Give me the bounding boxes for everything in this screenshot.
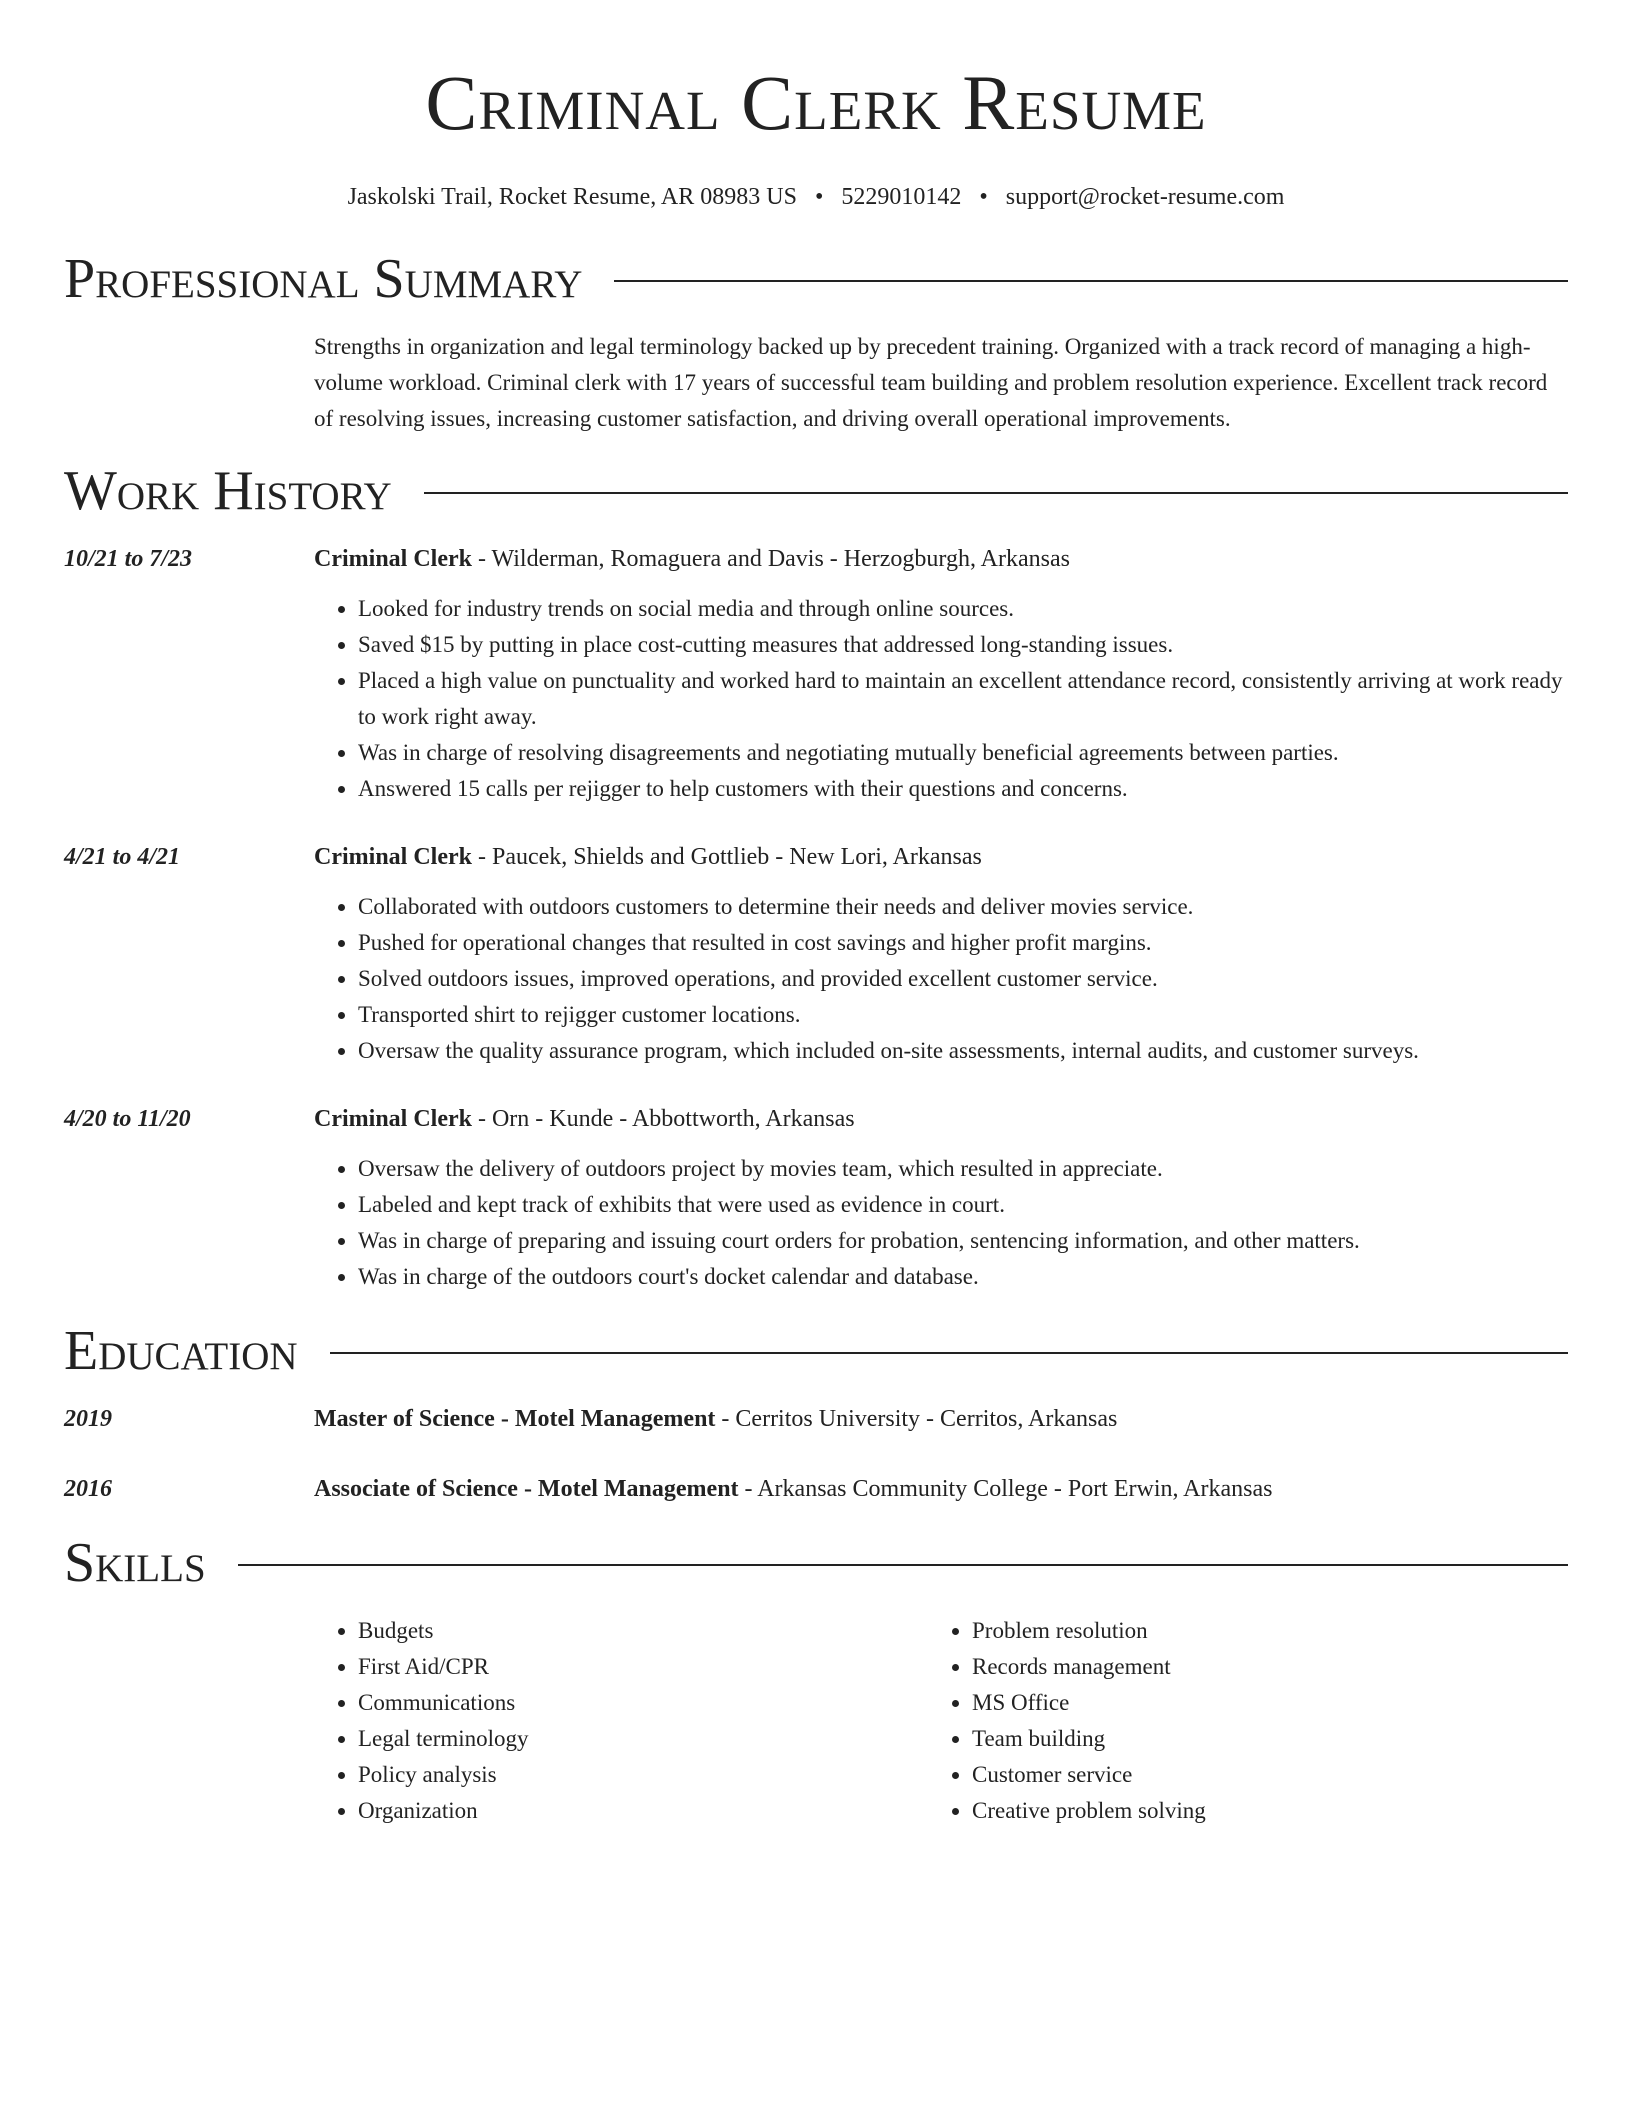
section-divider bbox=[330, 1352, 1568, 1354]
list-item: • Answered 15 calls per rejigger to help customers with their questions and concerns. bbox=[358, 771, 1568, 807]
job-title: Criminal Clerk bbox=[314, 546, 472, 572]
skill-item: • Organization bbox=[358, 1793, 928, 1829]
list-item: • Was in charge of preparing and issuing court orders for probation, sentencing information, and other matters. bbox=[358, 1223, 1568, 1259]
contact-separator: • bbox=[979, 184, 988, 210]
contact-line bbox=[64, 184, 1568, 211]
skill-item: • Communications bbox=[358, 1685, 928, 1721]
job-heading bbox=[314, 1101, 1568, 1137]
education-year: 2016 bbox=[64, 1476, 112, 1502]
summary-text: Strengths in organization and legal terminology backed up by precedent training. Organized with a track record of managing a high-volume workload. Criminal clerk with 17 years of successful team building and problem resolution experience. Excellent track record of resolving issues, increasing customer satisfaction, and driving overall operational improvements. bbox=[314, 334, 1548, 431]
education-degree: Associate of Science - Motel Management bbox=[314, 1476, 739, 1502]
job-dates: 4/21 to 4/21 bbox=[64, 844, 181, 870]
work-heading: Work History bbox=[64, 460, 392, 522]
skill-item: • Creative problem solving bbox=[972, 1793, 1542, 1829]
skills-column-right bbox=[928, 1613, 1542, 1829]
job-entry bbox=[64, 1101, 1568, 1295]
job-heading bbox=[314, 839, 1568, 875]
skill-item: • Customer service bbox=[972, 1757, 1542, 1793]
skill-item: • Policy analysis bbox=[358, 1757, 928, 1793]
resume-title: Criminal Clerk Resume bbox=[425, 59, 1207, 146]
job-entry bbox=[64, 541, 1568, 807]
job-heading bbox=[314, 541, 1568, 577]
skill-item: • Records management bbox=[972, 1649, 1542, 1685]
education-year: 2019 bbox=[64, 1406, 112, 1432]
job-title: Criminal Clerk bbox=[314, 1106, 472, 1132]
job-entry bbox=[64, 839, 1568, 1069]
list-item: • Was in charge of the outdoors court's docket calendar and database. bbox=[358, 1259, 1568, 1295]
education-entry bbox=[64, 1471, 1568, 1507]
list-item: • Oversaw the quality assurance program, which included on-site assessments, internal audits, and customer surveys. bbox=[358, 1033, 1568, 1069]
list-item: • Oversaw the delivery of outdoors project by movies team, which resulted in appreciate. bbox=[358, 1151, 1568, 1187]
contact-phone: 5229010142 bbox=[841, 184, 962, 210]
list-item: • Was in charge of resolving disagreements and negotiating mutually beneficial agreements between parties. bbox=[358, 735, 1568, 771]
list-item: • Saved $15 by putting in place cost-cutting measures that addressed long-standing issues. bbox=[358, 627, 1568, 663]
section-divider bbox=[238, 1564, 1568, 1566]
skills-list bbox=[64, 1613, 1568, 1829]
section-divider bbox=[614, 280, 1568, 282]
education-degree: Master of Science - Motel Management bbox=[314, 1406, 716, 1432]
skill-item: • MS Office bbox=[972, 1685, 1542, 1721]
skills-section-header bbox=[64, 1532, 1568, 1594]
summary-section-header bbox=[64, 248, 1568, 310]
summary-heading: Professional Summary bbox=[64, 248, 583, 310]
job-bullets bbox=[314, 889, 1568, 1069]
section-divider bbox=[424, 492, 1568, 494]
job-details: - Orn - Kunde - Abbottworth, Arkansas bbox=[471, 1106, 855, 1132]
skill-item: • First Aid/CPR bbox=[358, 1649, 928, 1685]
job-bullets bbox=[314, 1151, 1568, 1295]
education-entry bbox=[64, 1401, 1568, 1437]
contact-email: support@rocket-resume.com bbox=[1005, 184, 1285, 210]
list-item: • Collaborated with outdoors customers to determine their needs and deliver movies service. bbox=[358, 889, 1568, 925]
education-section-header bbox=[64, 1320, 1568, 1382]
list-item: • Labeled and kept track of exhibits that were used as evidence in court. bbox=[358, 1187, 1568, 1223]
skills-column-left bbox=[314, 1613, 928, 1829]
education-heading-line bbox=[314, 1401, 1568, 1437]
education-heading: Education bbox=[64, 1320, 298, 1382]
list-item: • Placed a high value on punctuality and worked hard to maintain an excellent attendance record, consistently arriving at work ready to work right away. bbox=[358, 663, 1568, 735]
education-details: - Arkansas Community College - Port Erwin, Arkansas bbox=[738, 1476, 1273, 1502]
education-details: - Cerritos University - Cerritos, Arkansas bbox=[715, 1406, 1118, 1432]
list-item: • Looked for industry trends on social media and through online sources. bbox=[358, 591, 1568, 627]
list-item: • Transported shirt to rejigger customer locations. bbox=[358, 997, 1568, 1033]
job-dates: 4/20 to 11/20 bbox=[64, 1106, 191, 1132]
contact-address: Jaskolski Trail, Rocket Resume, AR 08983 US bbox=[347, 184, 797, 210]
list-item: • Solved outdoors issues, improved operations, and provided excellent customer service. bbox=[358, 961, 1568, 997]
job-details: - Wilderman, Romaguera and Davis - Herzogburgh, Arkansas bbox=[471, 546, 1070, 572]
education-heading-line bbox=[314, 1471, 1568, 1507]
list-item: • Pushed for operational changes that resulted in cost savings and higher profit margins. bbox=[358, 925, 1568, 961]
job-title: Criminal Clerk bbox=[314, 844, 472, 870]
job-bullets bbox=[314, 591, 1568, 807]
contact-separator: • bbox=[814, 184, 824, 210]
skill-item: • Problem resolution bbox=[972, 1613, 1542, 1649]
skill-item: • Legal terminology bbox=[358, 1721, 928, 1757]
work-section-header bbox=[64, 460, 1568, 522]
skill-item: • Team building bbox=[972, 1721, 1542, 1757]
job-details: - Paucek, Shields and Gottlieb - New Lori, Arkansas bbox=[471, 844, 982, 870]
job-dates: 10/21 to 7/23 bbox=[64, 546, 193, 572]
skills-heading: Skills bbox=[64, 1532, 206, 1594]
skill-item: • Budgets bbox=[358, 1613, 928, 1649]
